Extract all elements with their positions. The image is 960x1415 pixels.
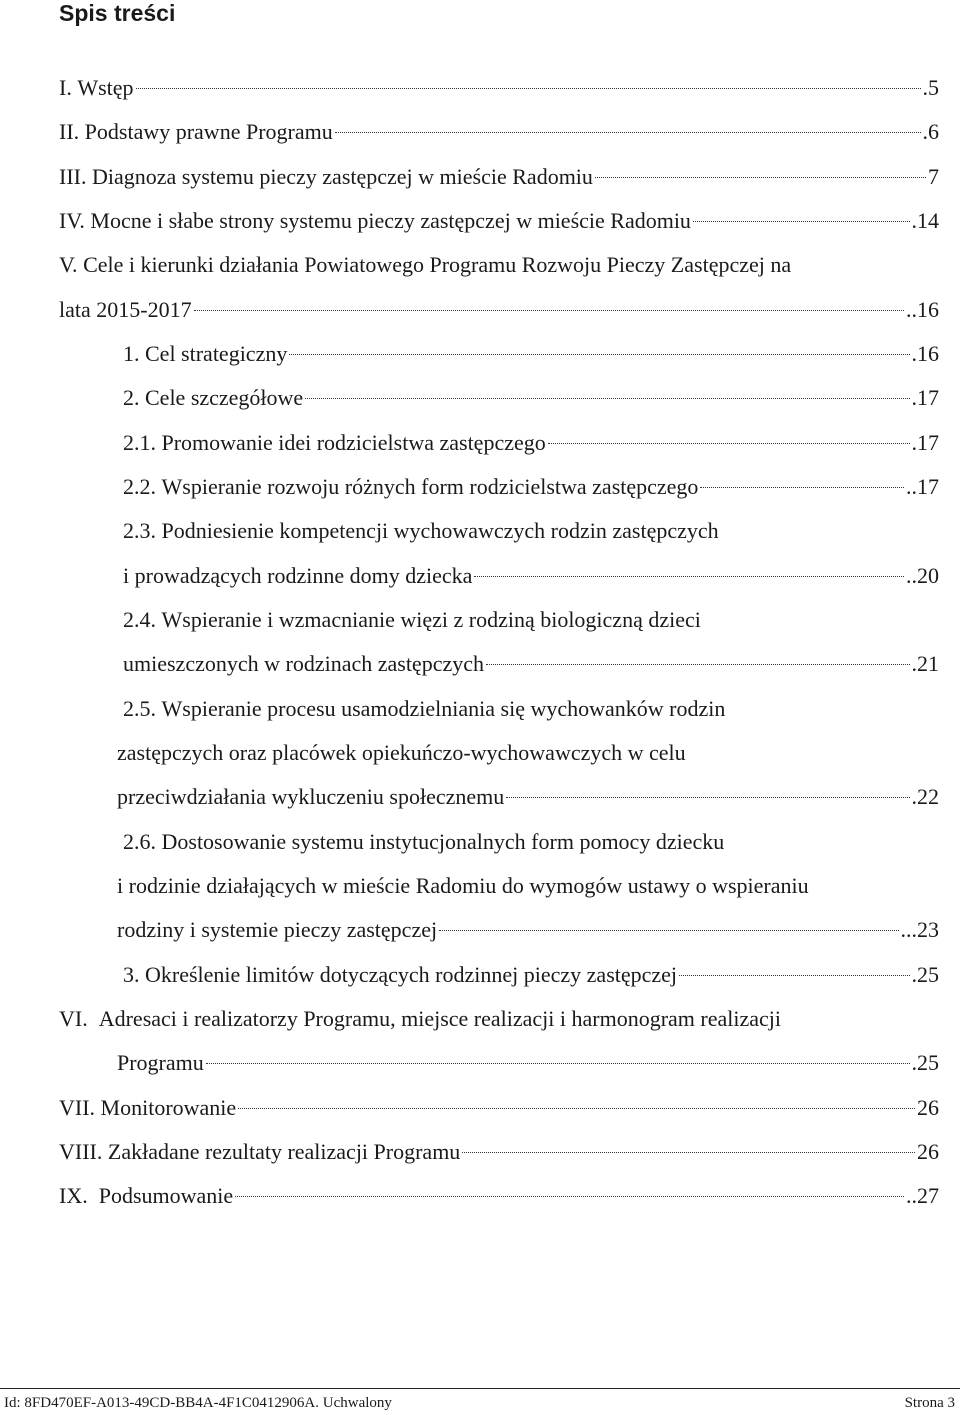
toc-entry[interactable] (123, 471, 939, 503)
page-title: Spis treści (59, 0, 176, 26)
toc-entry-text: Cel strategiczny (145, 341, 288, 366)
toc-entry-leader (206, 1063, 910, 1064)
toc-entry-number: II. (59, 119, 85, 144)
toc-entry-page: .25 (911, 1050, 939, 1075)
toc-entry-text: Określenie limitów dotyczących rodzinnej pieczy zastępczej (145, 962, 678, 987)
toc-entry[interactable] (123, 648, 939, 680)
toc-entry-text: Wspieranie i wzmacnianie więzi z rodziną biologiczną dzieci (161, 607, 701, 632)
toc-entry-text: Podstawy prawne Programu (84, 119, 333, 144)
toc-entry[interactable] (117, 1047, 939, 1079)
page-number: Strona 3 (904, 1395, 955, 1411)
toc-entry[interactable] (59, 1003, 781, 1035)
toc-entry-text: Promowanie idei rodzicielstwa zastępczego (161, 430, 546, 455)
toc-entry-page: ...23 (900, 917, 939, 942)
toc-entry-number: III. (59, 164, 92, 189)
toc-entry-text: zastępczych oraz placówek opiekuńczo-wychowawczych w celu (117, 740, 686, 765)
toc-entry[interactable] (123, 826, 724, 858)
toc-entry-number: 2.3. (123, 518, 162, 543)
toc-entry[interactable] (59, 161, 939, 193)
toc-entry-leader (474, 576, 904, 577)
toc-entry-text: Dostosowanie systemu instytucjonalnych form pomocy dziecku (161, 829, 725, 854)
toc-entry-number: VII. (59, 1095, 101, 1120)
toc-entry-text: Monitorowanie (100, 1095, 237, 1120)
toc-entry-leader (693, 221, 910, 222)
toc-entry-page: .21 (911, 651, 939, 676)
toc-entry-text: Programu (117, 1050, 204, 1075)
toc-entry-page: 7 (928, 164, 939, 189)
toc-entry-text: Zakładane rezultaty realizacji Programu (107, 1139, 461, 1164)
toc-entry[interactable] (123, 604, 701, 636)
toc-entry-text: Podsumowanie (98, 1183, 234, 1208)
toc-entry-text: Wspieranie procesu usamodzielniania się wychowanków rodzin (161, 696, 726, 721)
toc-entry-text: Mocne i słabe strony systemu pieczy zastępczej w mieście Radomiu (90, 208, 691, 233)
toc-entry-text: Adresaci i realizatorzy Programu, miejsce realizacji i harmonogram realizacji (98, 1006, 781, 1031)
toc-entry-text: Cele i kierunki działania Powiatowego Programu Rozwoju Pieczy Zastępczej na (83, 252, 792, 277)
toc-entry-number: IX. (59, 1183, 99, 1208)
toc-entry-number: 3. (123, 962, 145, 987)
toc-entry-page: .17 (911, 430, 939, 455)
toc-entry[interactable] (59, 116, 939, 148)
toc-entry-number: VI. (59, 1006, 99, 1031)
toc-entry-text: i rodzinie działających w mieście Radomiu do wymogów ustawy o wspieraniu (117, 873, 809, 898)
toc-entry[interactable] (123, 560, 939, 592)
toc-entry-page: ..20 (906, 563, 939, 588)
toc-entry-number: 2.1. (123, 430, 162, 455)
toc-entry-leader (136, 88, 921, 89)
toc-entry-number: 1. (123, 341, 145, 366)
toc-entry-number: V. (59, 252, 84, 277)
toc-entry-leader (194, 310, 904, 311)
toc-entry[interactable] (123, 338, 939, 370)
toc-entry-text: rodziny i systemie pieczy zastępczej (117, 917, 438, 942)
toc-entry-leader (335, 132, 921, 133)
toc-entry-number: VIII. (59, 1139, 108, 1164)
toc-entry-page: .5 (922, 75, 939, 100)
toc-entry-leader (506, 797, 909, 798)
toc-entry[interactable] (123, 959, 939, 991)
toc-entry-page: .14 (911, 208, 939, 233)
toc-entry-number: 2.5. (123, 696, 162, 721)
toc-entry[interactable] (117, 914, 939, 946)
toc-entry-text: lata 2015-2017 (59, 297, 192, 322)
toc-entry-leader (486, 664, 910, 665)
toc-entry-number: IV. (59, 208, 91, 233)
toc-entry-number: 2.4. (123, 607, 162, 632)
toc-entry-leader (305, 398, 909, 399)
toc-entry[interactable] (59, 294, 939, 326)
toc-entry-leader (700, 487, 904, 488)
toc-entry-text: Podniesienie kompetencji wychowawczych rodzin zastępczych (161, 518, 719, 543)
toc-entry[interactable] (59, 1136, 939, 1168)
toc-entry[interactable] (59, 72, 939, 104)
toc-entry-page: 26 (917, 1095, 939, 1120)
toc-entry-number: I. (59, 75, 78, 100)
toc-entry-leader (235, 1196, 904, 1197)
toc-entry-leader (238, 1108, 915, 1109)
toc-entry[interactable] (117, 870, 809, 902)
toc-entry-page: .25 (911, 962, 939, 987)
toc-entry[interactable] (123, 382, 939, 414)
toc-entry[interactable] (59, 249, 791, 281)
toc-entry-page: ..16 (906, 297, 939, 322)
document-id: Id: 8FD470EF-A013-49CD-BB4A-4F1C0412906A. Uchwalony (4, 1395, 392, 1411)
toc-entry-page: 26 (917, 1139, 939, 1164)
toc-entry-page: .22 (911, 784, 939, 809)
toc-entry-text: Wstęp (77, 75, 134, 100)
toc-entry-page: ..27 (906, 1183, 939, 1208)
footer-divider (0, 1388, 960, 1389)
toc-entry[interactable] (123, 693, 725, 725)
toc-entry-leader (679, 975, 909, 976)
toc-entry-page: .17 (911, 385, 939, 410)
toc-entry-text: umieszczonych w rodzinach zastępczych (123, 651, 484, 676)
toc-entry[interactable] (123, 427, 939, 459)
toc-entry[interactable] (117, 737, 686, 769)
toc-entry-page: .6 (922, 119, 939, 144)
toc-entry-text: Diagnoza systemu pieczy zastępczej w mieście Radomiu (91, 164, 593, 189)
toc-entry[interactable] (59, 1092, 939, 1124)
toc-entry-leader (289, 354, 909, 355)
toc-entry-leader (595, 177, 926, 178)
toc-entry-text: Cele szczegółowe (145, 385, 304, 410)
toc-entry-number: 2.2. (123, 474, 162, 499)
toc-entry-leader (439, 930, 898, 931)
toc-entry[interactable] (59, 1180, 939, 1212)
toc-entry-number: 2.6. (123, 829, 162, 854)
toc-entry-page: ..17 (906, 474, 939, 499)
toc-entry-text: i prowadzących rodzinne domy dziecka (123, 563, 473, 588)
toc-entry-text: Wspieranie rozwoju różnych form rodzicielstwa zastępczego (161, 474, 699, 499)
toc-entry-text: przeciwdziałania wykluczeniu społecznemu (117, 784, 505, 809)
toc-entry[interactable] (117, 781, 939, 813)
toc-entry[interactable] (59, 205, 939, 237)
toc-entry-leader (548, 443, 910, 444)
toc-entry[interactable] (123, 515, 719, 547)
toc-entry-number: 2. (123, 385, 145, 410)
toc-entry-leader (462, 1152, 915, 1153)
toc-entry-page: .16 (911, 341, 939, 366)
